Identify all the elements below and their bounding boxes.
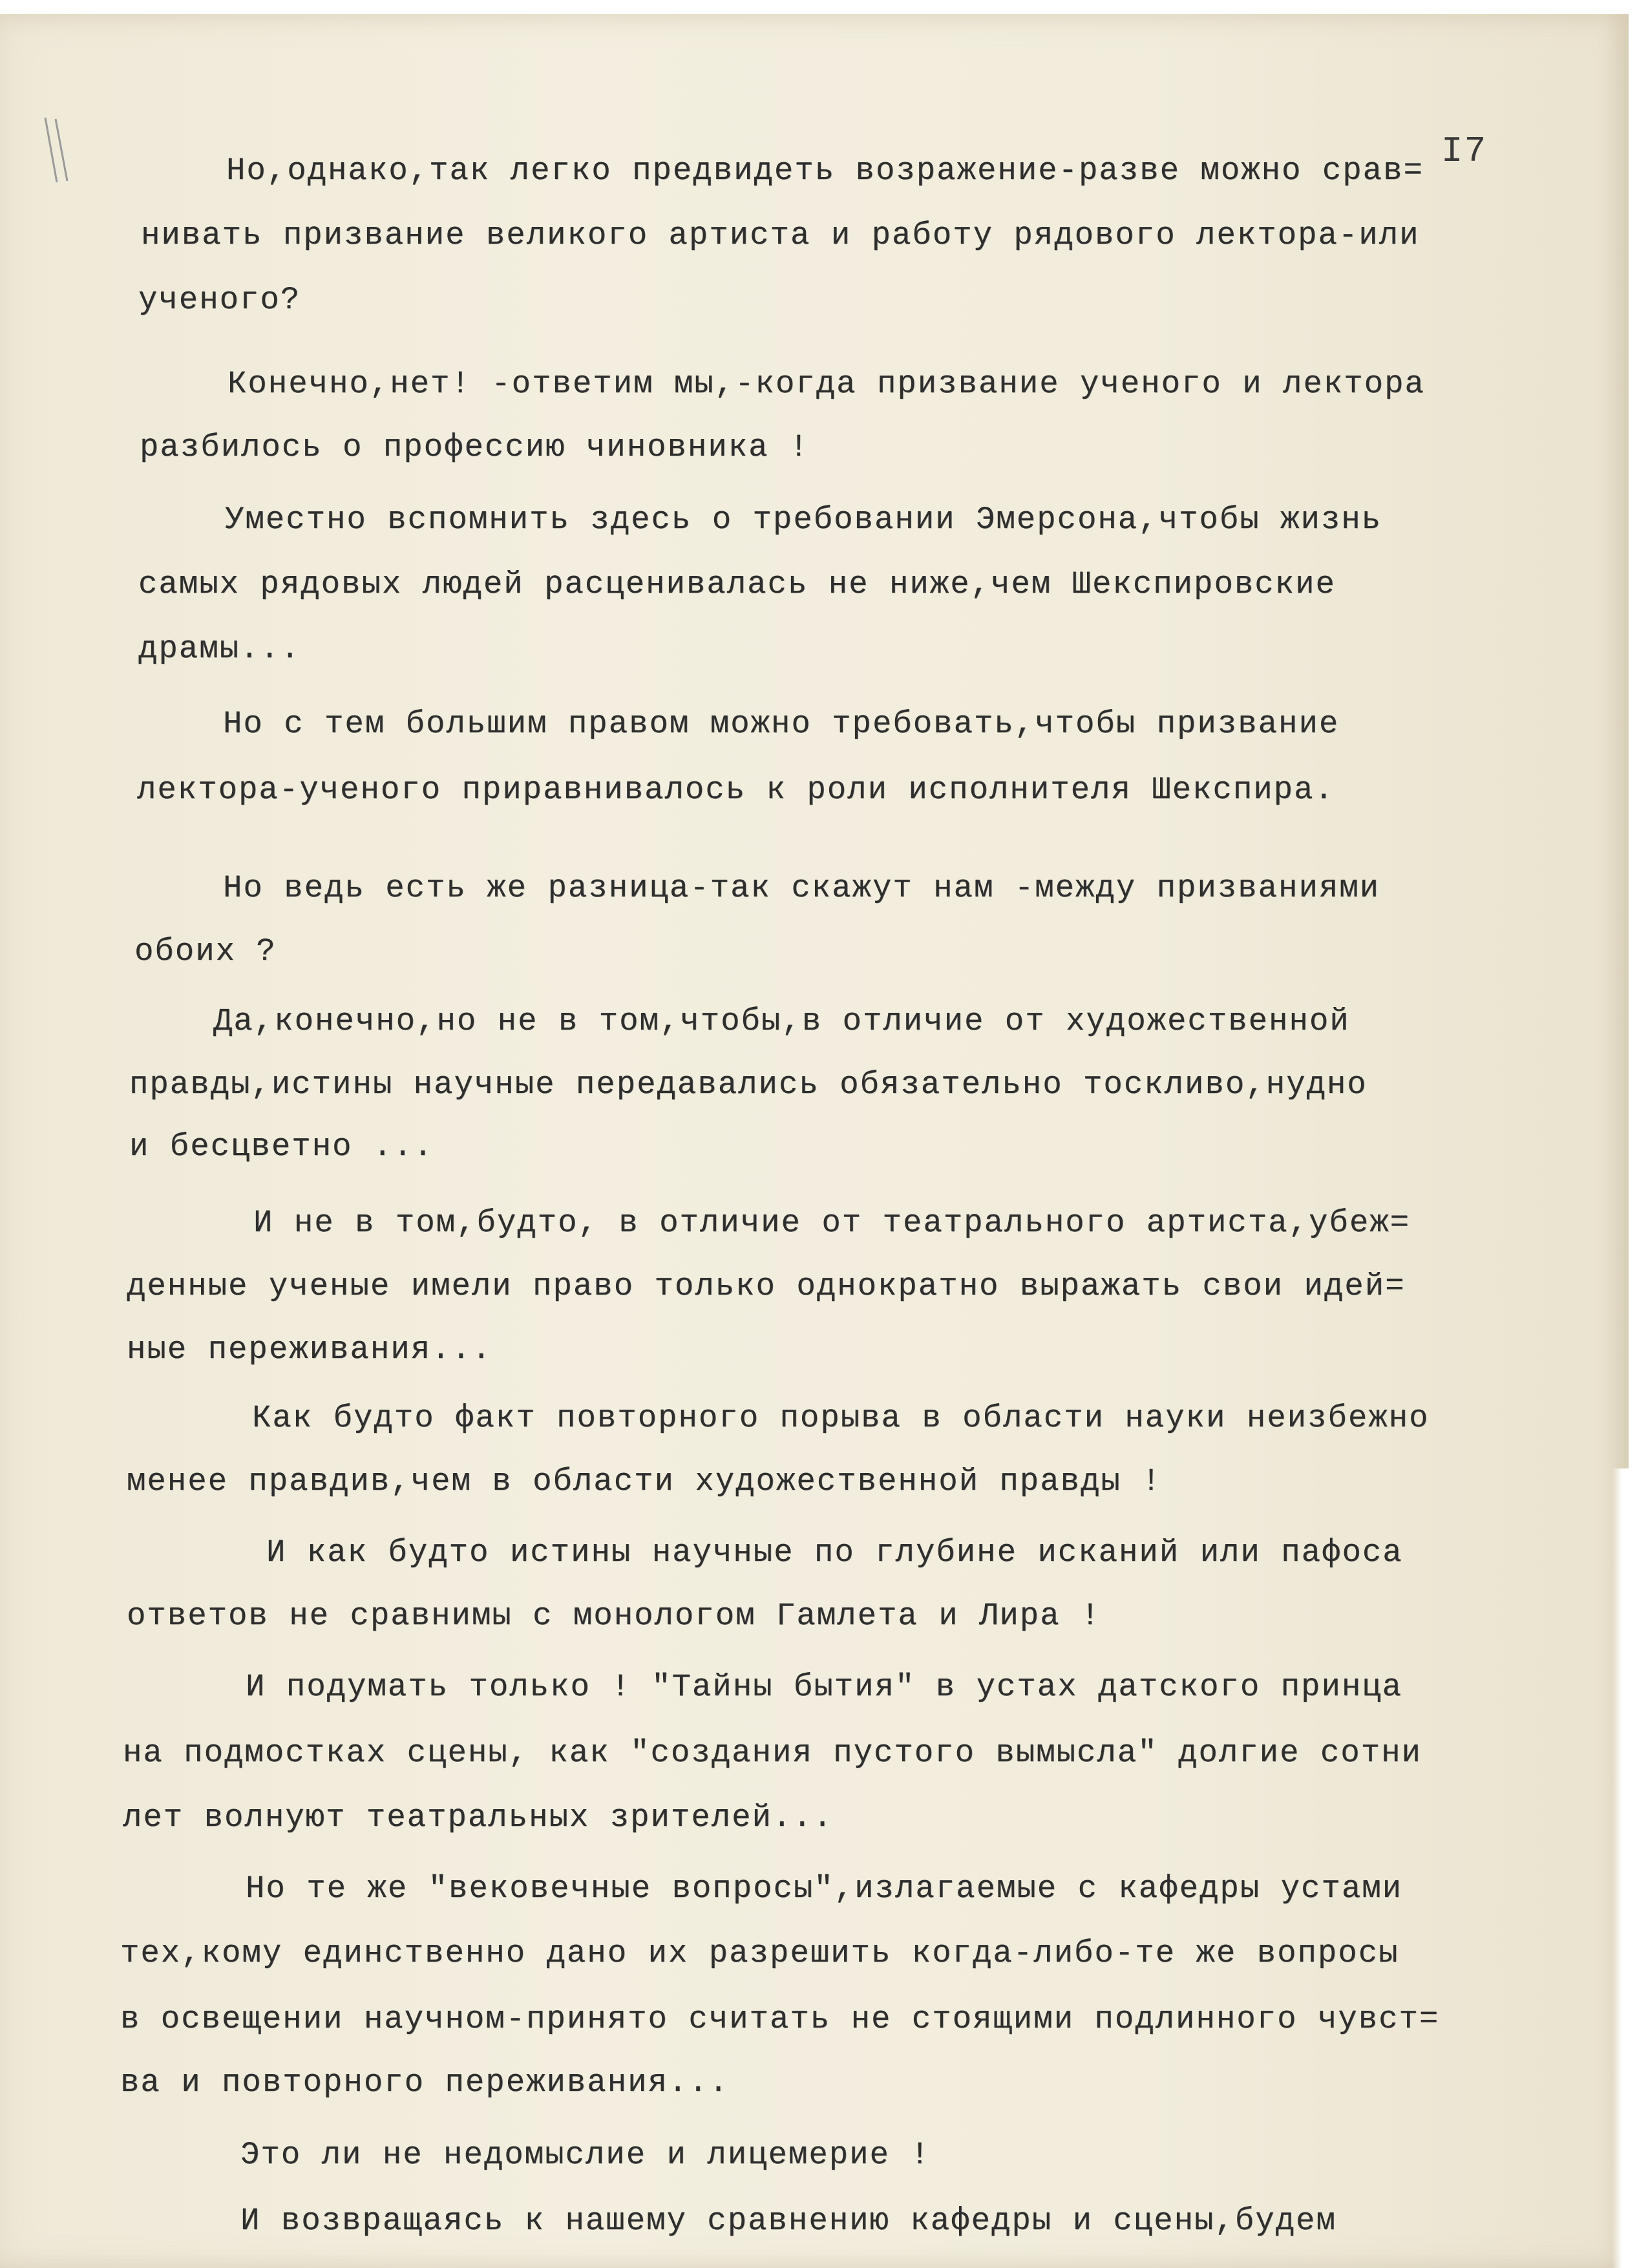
body-text bbox=[0, 14, 1629, 2268]
text-line: ные переживания... bbox=[127, 1331, 492, 1368]
text-line: разбилось о профессию чиновника ! bbox=[140, 429, 810, 465]
text-line: Но ведь есть же разница-так скажут нам -между призваниями bbox=[223, 870, 1380, 906]
text-line: тех,кому единственно дано их разрешить когда-либо-те же вопросы bbox=[120, 1935, 1399, 1971]
text-line: И как будто истины научные по глубине исканий или пафоса bbox=[266, 1534, 1403, 1571]
text-line: И подумать только ! "Тайны бытия" в устах датского принца bbox=[246, 1669, 1403, 1705]
typewritten-page bbox=[0, 14, 1629, 2268]
text-line: и бесцветно ... bbox=[129, 1129, 434, 1165]
text-line: Уместно вспомнить здесь о требовании Эмерсона,чтобы жизнь bbox=[225, 502, 1382, 538]
text-line: на подмостках сцены, как "создания пустого вымысла" долгие сотни bbox=[123, 1735, 1422, 1771]
text-line: Это ли не недомыслие и лицемерие ! bbox=[240, 2137, 931, 2173]
text-line: денные ученые имели право только однократно выражать свои идей= bbox=[127, 1268, 1406, 1304]
text-line: Но с тем большим правом можно требовать,чтобы призвание bbox=[223, 706, 1340, 742]
text-line: Как будто факт повторного порыва в области науки неизбежно bbox=[252, 1400, 1430, 1436]
page-number: I7 bbox=[1441, 131, 1488, 172]
torn-edge bbox=[1612, 1468, 1629, 2268]
text-line: ва и повторного переживания... bbox=[120, 2064, 730, 2101]
text-line: Но те же "вековечные вопросы",излагаемые с кафедры устами bbox=[246, 1871, 1403, 1907]
text-line: лет волнуют театральных зрителей... bbox=[123, 1799, 834, 1836]
text-line: ученого? bbox=[138, 282, 301, 318]
text-line: самых рядовых людей расценивалась не ниже,чем Шекспировские bbox=[138, 566, 1336, 602]
text-line: нивать призвание великого артиста и работу рядового лектора-или bbox=[141, 217, 1420, 253]
text-line: менее правдив,чем в области художественной правды ! bbox=[127, 1463, 1162, 1500]
text-line: Да,конечно,но не в том,чтобы,в отличие от художественной bbox=[213, 1003, 1350, 1039]
text-line: лектора-ученого приравнивалось к роли исполнителя Шекспира. bbox=[137, 772, 1335, 808]
text-line: драмы... bbox=[138, 631, 301, 667]
text-line: правды,истины научные передавались обязательно тоскливо,нудно bbox=[129, 1066, 1368, 1103]
text-line: ответов не сравнимы с монологом Гамлета и Лира ! bbox=[127, 1598, 1101, 1634]
text-line: И не в том,будто, в отличие от театрального артиста,убеж= bbox=[253, 1205, 1411, 1241]
text-line: обоих ? bbox=[134, 933, 277, 970]
text-line: Но,однако,так легко предвидеть возражение-разве можно срав= bbox=[226, 153, 1424, 189]
text-line: И возвращаясь к нашему сравнению кафедры и сцены,будем bbox=[240, 2203, 1336, 2239]
text-line: в освещении научном-принято считать не стоящими подлинного чувст= bbox=[120, 2001, 1440, 2037]
text-line: Конечно,нет! -ответим мы,-когда призвание ученого и лектора bbox=[227, 366, 1425, 402]
